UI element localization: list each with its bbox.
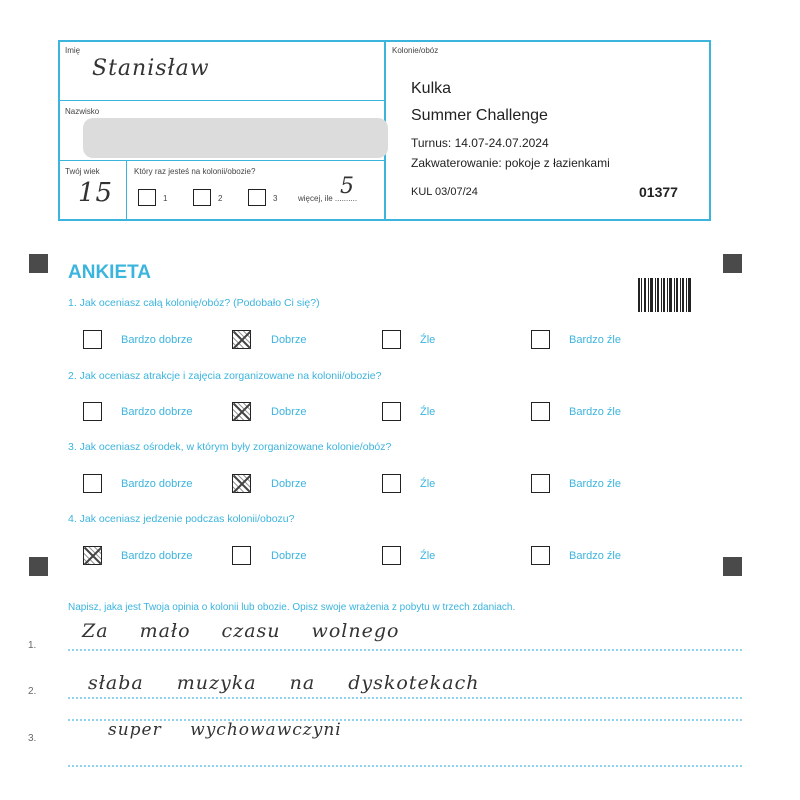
form-border-right bbox=[709, 40, 711, 221]
times-1-label: 1 bbox=[163, 194, 168, 203]
q3-option-bardzo-dobrze-label: Bardzo dobrze bbox=[121, 478, 193, 490]
question-2-text: 2. Jak oceniasz atrakcje i zajęcia zorganizowane na kolonii/obozie? bbox=[68, 370, 382, 382]
q1-option-bardzo-dobrze-label: Bardzo dobrze bbox=[121, 334, 193, 346]
q1-option-bardzo-zle-label: Bardzo źle bbox=[569, 334, 621, 346]
q1-option-bardzo-dobrze-checkbox[interactable] bbox=[83, 330, 102, 349]
q3-option-dobrze-label: Dobrze bbox=[271, 478, 307, 490]
age-value: 15 bbox=[78, 178, 114, 208]
opinion-answer-3: super wychowawczyni bbox=[108, 720, 342, 740]
last-name-label: Nazwisko bbox=[65, 107, 100, 116]
q3-option-dobrze-checkbox[interactable] bbox=[232, 474, 251, 493]
redacted-last-name bbox=[83, 118, 388, 158]
q1-option-dobrze-label: Dobrze bbox=[271, 334, 307, 346]
times-label: Który raz jesteś na kolonii/obozie? bbox=[134, 167, 256, 176]
line-number-1: 1. bbox=[28, 640, 37, 651]
barcode-icon bbox=[638, 278, 692, 312]
camp-code: KUL 03/07/24 bbox=[411, 186, 478, 198]
question-1-text: 1. Jak oceniasz całą kolonię/obóz? (Podobało Ci się?) bbox=[68, 297, 320, 309]
form-number: 01377 bbox=[639, 184, 678, 200]
q2-option-bardzo-zle-label: Bardzo źle bbox=[569, 406, 621, 418]
q1-option-zle-checkbox[interactable] bbox=[382, 330, 401, 349]
age-label: Twój wiek bbox=[65, 167, 100, 176]
opinion-answer-2: słaba muzyka na dyskotekach bbox=[88, 672, 480, 694]
q2-option-dobrze-checkbox[interactable] bbox=[232, 402, 251, 421]
first-name-value: Stanisław bbox=[92, 56, 210, 81]
q1-option-bardzo-zle-checkbox[interactable] bbox=[531, 330, 550, 349]
line-number-3: 3. bbox=[28, 733, 37, 744]
q4-option-dobrze-label: Dobrze bbox=[271, 550, 307, 562]
times-3-checkbox[interactable] bbox=[248, 189, 266, 206]
survey-title: ANKIETA bbox=[68, 262, 152, 283]
q4-option-zle-label: Źle bbox=[420, 550, 436, 562]
q2-option-zle-label: Źle bbox=[420, 406, 436, 418]
q1-option-zle-label: Źle bbox=[420, 334, 436, 346]
q2-option-bardzo-dobrze-checkbox[interactable] bbox=[83, 402, 102, 421]
question-4-text: 4. Jak oceniasz jedzenie podczas kolonii/obozu? bbox=[68, 513, 295, 525]
q1-option-dobrze-checkbox[interactable] bbox=[232, 330, 251, 349]
q2-option-zle-checkbox[interactable] bbox=[382, 402, 401, 421]
line-number-2: 2. bbox=[28, 686, 37, 697]
times-3-label: 3 bbox=[273, 194, 278, 203]
opinion-prompt: Napisz, jaka jest Twoja opinia o kolonii lub obozie. Opisz swoje wrażenia z pobytu w trzech zdaniach. bbox=[68, 602, 516, 613]
form-divider-age bbox=[126, 160, 127, 221]
corner-marker-top-right bbox=[723, 254, 742, 273]
corner-marker-bottom-right bbox=[723, 557, 742, 576]
times-1-checkbox[interactable] bbox=[138, 189, 156, 206]
camp-program: Summer Challenge bbox=[411, 107, 548, 124]
answer-line-2 bbox=[68, 697, 742, 699]
q4-option-bardzo-zle-checkbox[interactable] bbox=[531, 546, 550, 565]
q4-option-bardzo-zle-label: Bardzo źle bbox=[569, 550, 621, 562]
corner-marker-bottom-left bbox=[29, 557, 48, 576]
answer-line-4 bbox=[68, 765, 742, 767]
form-border-left bbox=[58, 40, 60, 221]
q4-option-zle-checkbox[interactable] bbox=[382, 546, 401, 565]
more-times-label: więcej, ile .......... bbox=[298, 194, 358, 203]
first-name-label: Imię bbox=[65, 46, 81, 55]
q2-option-bardzo-zle-checkbox[interactable] bbox=[531, 402, 550, 421]
answer-line-1 bbox=[68, 649, 742, 651]
times-2-checkbox[interactable] bbox=[193, 189, 211, 206]
corner-marker-top-left bbox=[29, 254, 48, 273]
camp-label: Kolonie/obóz bbox=[392, 46, 439, 55]
question-3-text: 3. Jak oceniasz ośrodek, w którym były zorganizowane kolonie/obóz? bbox=[68, 441, 392, 453]
q3-option-bardzo-zle-checkbox[interactable] bbox=[531, 474, 550, 493]
camp-name: Kulka bbox=[411, 80, 452, 97]
more-times-value: 5 bbox=[340, 174, 355, 199]
form-divider-h2 bbox=[58, 160, 386, 161]
answer-line-3 bbox=[68, 719, 742, 721]
accommodation: Zakwaterowanie: pokoje z łazienkami bbox=[411, 156, 610, 170]
q3-option-zle-checkbox[interactable] bbox=[382, 474, 401, 493]
form-divider-h1 bbox=[58, 100, 386, 101]
q3-option-bardzo-dobrze-checkbox[interactable] bbox=[83, 474, 102, 493]
opinion-answer-1: Za mało czasu wolnego bbox=[82, 620, 400, 642]
turnus: Turnus: 14.07-24.07.2024 bbox=[411, 136, 549, 150]
q3-option-zle-label: Źle bbox=[420, 478, 436, 490]
q3-option-bardzo-zle-label: Bardzo źle bbox=[569, 478, 621, 490]
q4-option-bardzo-dobrze-checkbox[interactable] bbox=[83, 546, 102, 565]
q4-option-dobrze-checkbox[interactable] bbox=[232, 546, 251, 565]
q4-option-bardzo-dobrze-label: Bardzo dobrze bbox=[121, 550, 193, 562]
q2-option-dobrze-label: Dobrze bbox=[271, 406, 307, 418]
q2-option-bardzo-dobrze-label: Bardzo dobrze bbox=[121, 406, 193, 418]
times-2-label: 2 bbox=[218, 194, 223, 203]
